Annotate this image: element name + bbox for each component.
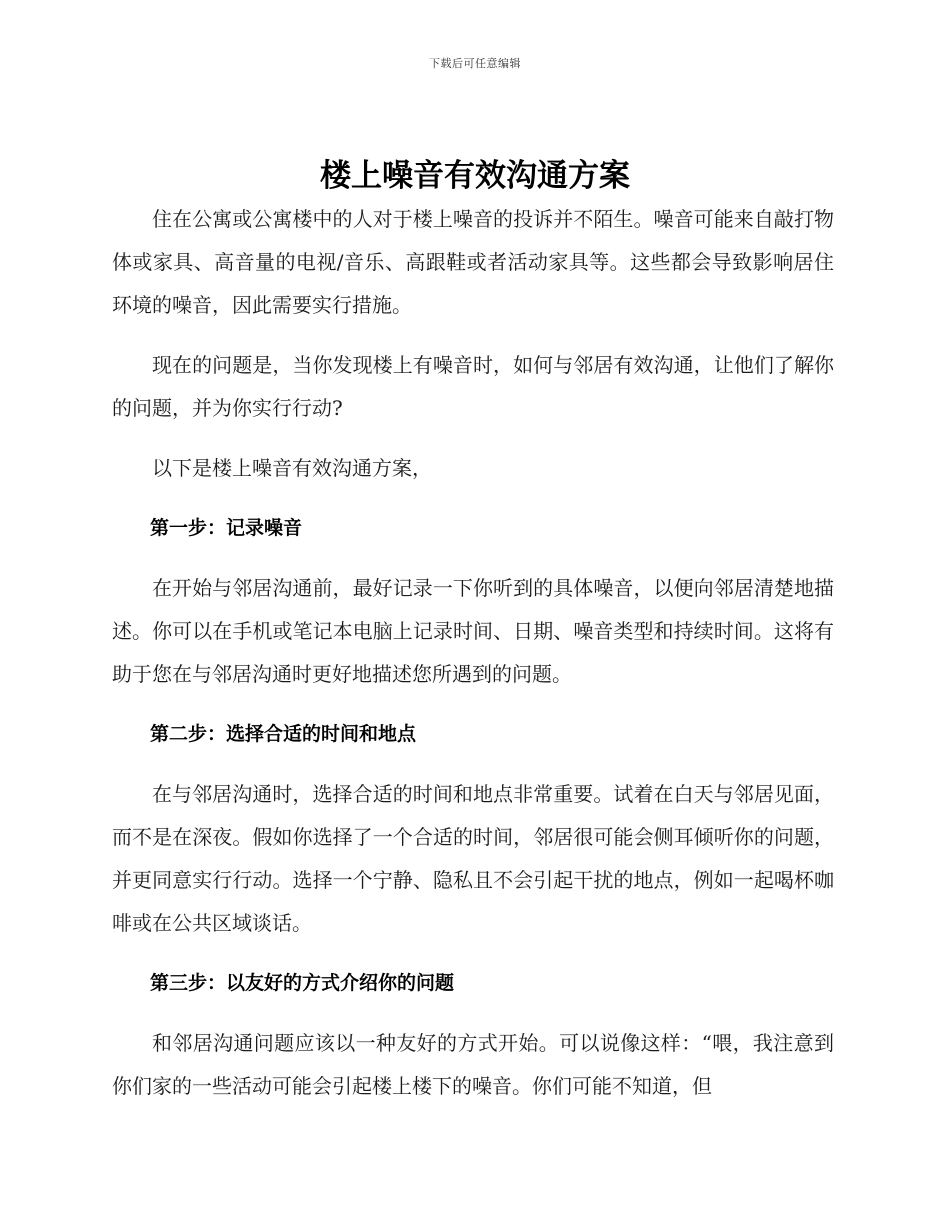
paragraph-step-1: 在开始与邻居沟通前，最好记录一下你听到的具体噪音，以便向邻居清楚地描述。你可以在手机或笔记本电脑上记录时间、日期、噪音类型和持续时间。这将有助于您在与邻居沟通时更好地描述您所遇到的问题。 <box>112 576 834 686</box>
paragraph-step-3: 和邻居沟通问题应该以一种友好的方式开始。可以说像这样：“喂，我注意到你们家的一些活动可能会引起楼上楼下的噪音。你们可能不知道，但 <box>112 1031 834 1098</box>
paragraph-intro: 住在公寓或公寓楼中的人对于楼上噪音的投诉并不陌生。噪音可能来自敲打物体或家具、高音量的电视/音乐、高跟鞋或者活动家具等。这些都会导致影响居住环境的噪音，因此需要实行措施。 <box>112 207 834 317</box>
paragraph-step-2: 在与邻居沟通时，选择合适的时间和地点非常重要。试着在白天与邻居见面，而不是在深夜。假如你选择了一个合适的时间，邻居很可能会侧耳倾听你的问题，并更同意实行行动。选择一个宁静、隐私且不会引起干扰的地点，例如一起喝杯咖啡或在公共区域谈话。 <box>112 782 834 935</box>
step-heading-3: 第三步：以友好的方式介绍你的问题 <box>150 972 455 994</box>
document-body <box>112 198 834 1125</box>
page-title: 楼上噪音有效沟通方案 <box>320 158 630 194</box>
step-heading-2: 第二步：选择合适的时间和地点 <box>150 723 417 745</box>
paragraph-lead-in: 以下是楼上噪音有效沟通方案， <box>152 456 432 480</box>
step-heading-1: 第一步：记录噪音 <box>150 517 303 539</box>
header-note: 下载后可任意编辑 <box>429 57 521 70</box>
paragraph-question: 现在的问题是，当你发现楼上有噪音时，如何与邻居有效沟通，让他们了解你的问题，并为你实行行动? <box>112 353 834 420</box>
